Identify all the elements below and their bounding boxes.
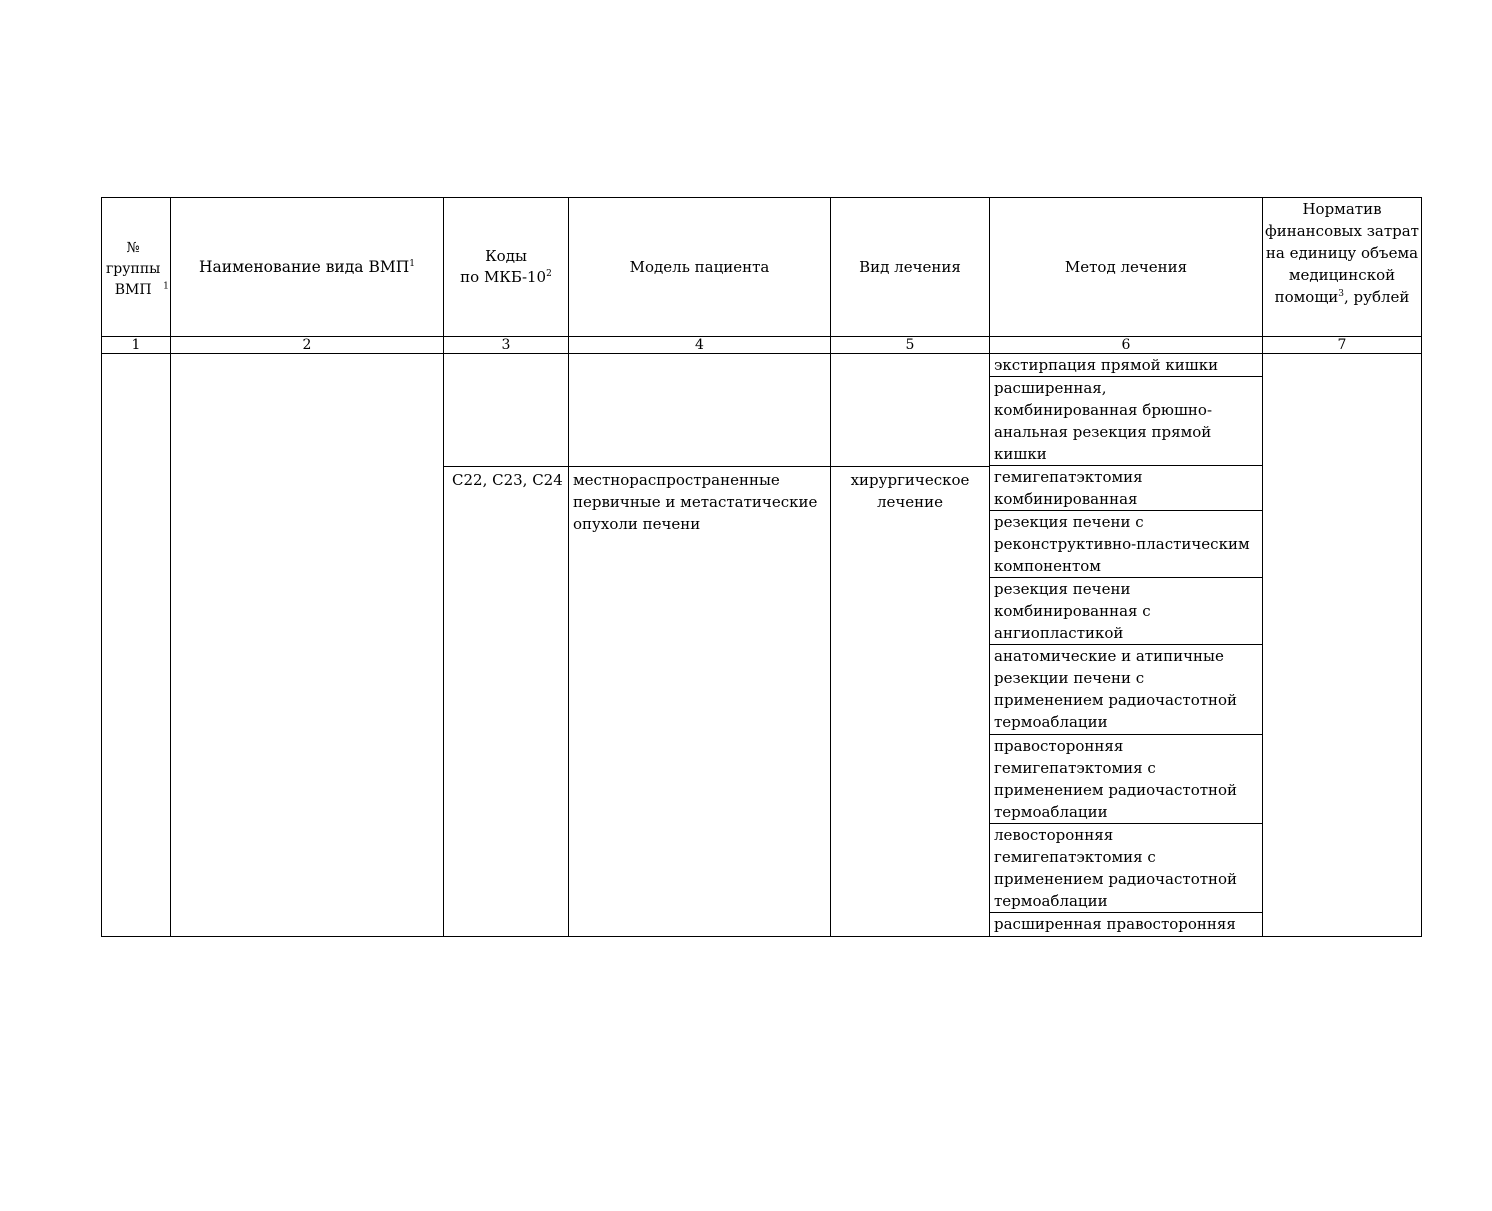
method-item: резекция печени с реконструктивно-пластическим компонентом <box>990 511 1262 578</box>
header-cost-norm: Норматив финансовых затрат на единицу объема медицинской помощи$^3$, рублей <box>1263 198 1422 337</box>
header-patient-model: Модель пациента <box>569 198 831 337</box>
method-item: расширенная, комбинированная брюшно-анальная резекция прямой кишки <box>990 377 1262 466</box>
column-number: 2 <box>171 337 444 354</box>
table-row <box>102 354 1422 937</box>
column-number: 5 <box>831 337 990 354</box>
column-number: 7 <box>1263 337 1422 354</box>
method-item: левосторонняя гемигепатэктомия с применением радиочастотной термоаблации <box>990 824 1262 913</box>
method-item: экстирпация прямой кишки <box>990 354 1262 377</box>
patient-model-cell <box>569 354 831 937</box>
column-number-row <box>102 337 1422 354</box>
method-item: правосторонняя гемигепатэктомия с применением радиочастотной термоаблации <box>990 735 1262 824</box>
icd-codes-cell <box>444 354 569 937</box>
header-icd-codes: Коды по МКБ-$10^2$ <box>444 198 569 337</box>
method-item: гемигепатэктомия комбинированная <box>990 466 1262 511</box>
treatment-type-cell <box>831 354 990 937</box>
header-row <box>102 198 1422 337</box>
vmp-name-cell <box>171 354 444 937</box>
header-group-number: № группы ВМП $^1$ <box>102 198 171 337</box>
column-number: 3 <box>444 337 569 354</box>
column-number: 4 <box>569 337 831 354</box>
method-item: резекция печени комбинированная с ангиопластикой <box>990 578 1262 645</box>
vmp-table <box>101 197 1422 937</box>
liver-treatment-type: хирургическое лечение <box>850 471 970 511</box>
column-number: 6 <box>990 337 1263 354</box>
group-number-cell <box>102 354 171 937</box>
header-treatment-type: Вид лечения <box>831 198 990 337</box>
column-number: 1 <box>102 337 171 354</box>
method-item: анатомические и атипичные резекции печени с применением радиочастотной термоаблации <box>990 645 1262 735</box>
header-vmp-name: Наименование вида ВМП$^1$ <box>171 198 444 337</box>
liver-patient-model: местнораспространенные первичные и метастатические опухоли печени <box>573 471 818 533</box>
cost-norm-cell <box>1263 354 1422 937</box>
treatment-method-cell <box>990 354 1263 937</box>
method-item: расширенная правосторонняя <box>994 915 1236 933</box>
liver-icd-codes: C22, C23, C24 <box>452 471 563 489</box>
header-treatment-method: Метод лечения <box>990 198 1263 337</box>
